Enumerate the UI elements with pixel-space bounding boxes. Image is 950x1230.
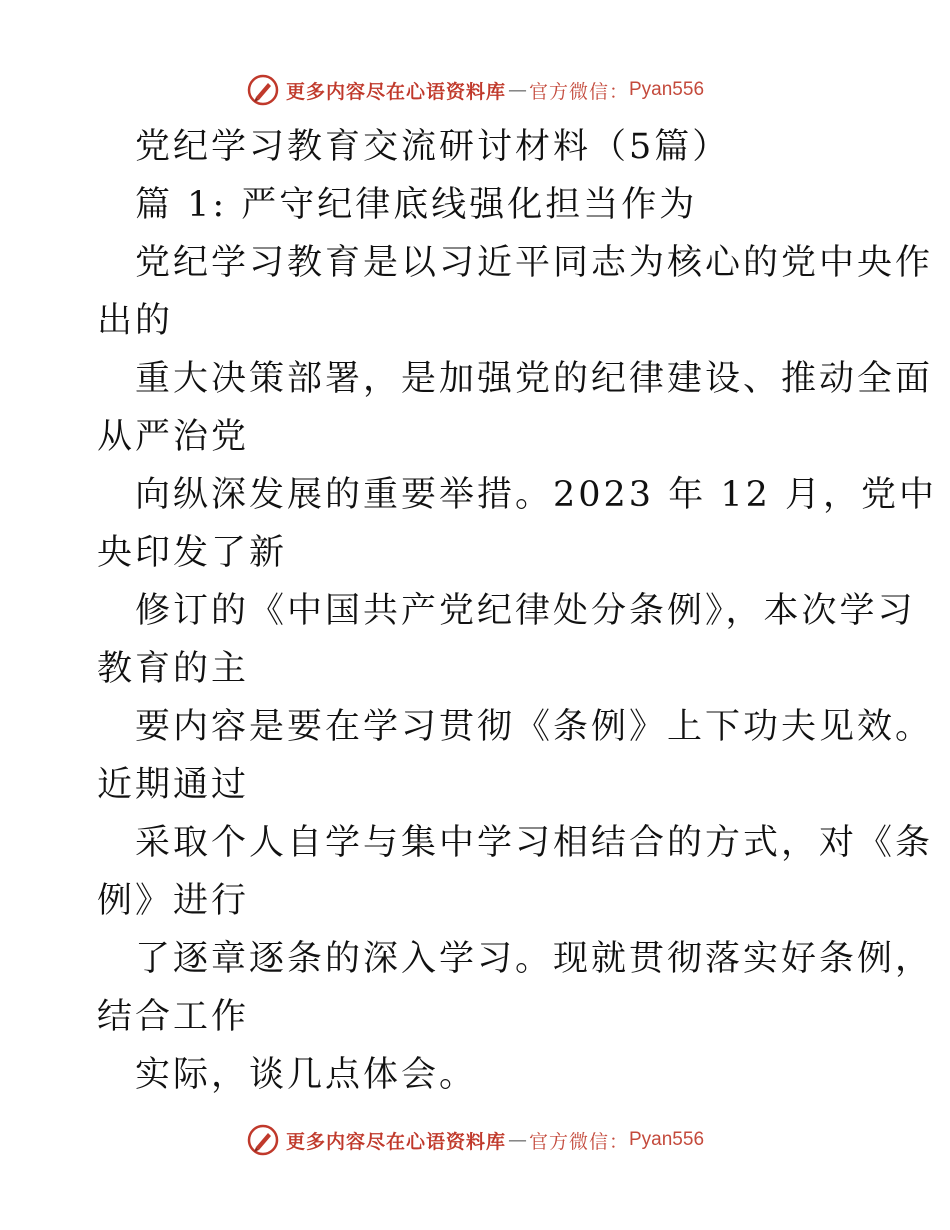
banner-wechat-id: Pyan556 <box>629 79 705 100</box>
banner-main-text: 更多内容尽在心语资料库 <box>285 1130 506 1153</box>
banner-separator: — <box>507 79 527 101</box>
text-line: 实际，谈几点体会。 <box>135 1055 478 1095</box>
pen-logo-icon <box>246 73 280 107</box>
banner-main-text: 更多内容尽在心语资料库 <box>285 80 506 103</box>
document-title: 党纪学习教育交流研讨材料（5篇） <box>135 127 731 167</box>
text-line: 修订的《中国共产党纪律处分条例》，本次学习 <box>135 591 916 631</box>
footer-banner <box>0 1120 950 1160</box>
text-line: 篇 1: 严守纪律底线强化担当作为 <box>135 185 698 225</box>
banner-wechat-id: Pyan556 <box>629 1129 705 1150</box>
text-line: 结合工作 <box>97 997 250 1037</box>
text-line: 例》进行 <box>97 881 250 921</box>
text-line: 出的 <box>97 301 174 341</box>
text-line: 央印发了新 <box>97 533 288 573</box>
text-line: 要内容是要在学习贯彻《条例》上下功夫见效。 <box>135 707 934 747</box>
header-banner <box>0 70 950 110</box>
text-line: 了逐章逐条的深入学习。现就贯彻落实好条例， <box>135 939 934 979</box>
text-line: 重大决策部署，是加强党的纪律建设、推动全面 <box>135 359 934 399</box>
text-line: 近期通过 <box>97 765 250 805</box>
text-line: 采取个人自学与集中学习相结合的方式，对《条 <box>135 823 934 863</box>
banner-wechat-label: 官方微信： <box>528 1130 629 1153</box>
text-line: 党纪学习教育是以习近平同志为核心的党中央作 <box>135 243 934 283</box>
banner-separator: — <box>507 1129 527 1151</box>
banner-wechat-label: 官方微信： <box>528 80 629 103</box>
text-line: 从严治党 <box>97 417 250 457</box>
text-line: 向纵深发展的重要举措。2023 年 12 月，党中 <box>135 475 937 515</box>
text-line: 教育的主 <box>97 649 250 689</box>
pen-logo-icon <box>246 1123 280 1157</box>
document-body <box>97 118 937 1104</box>
